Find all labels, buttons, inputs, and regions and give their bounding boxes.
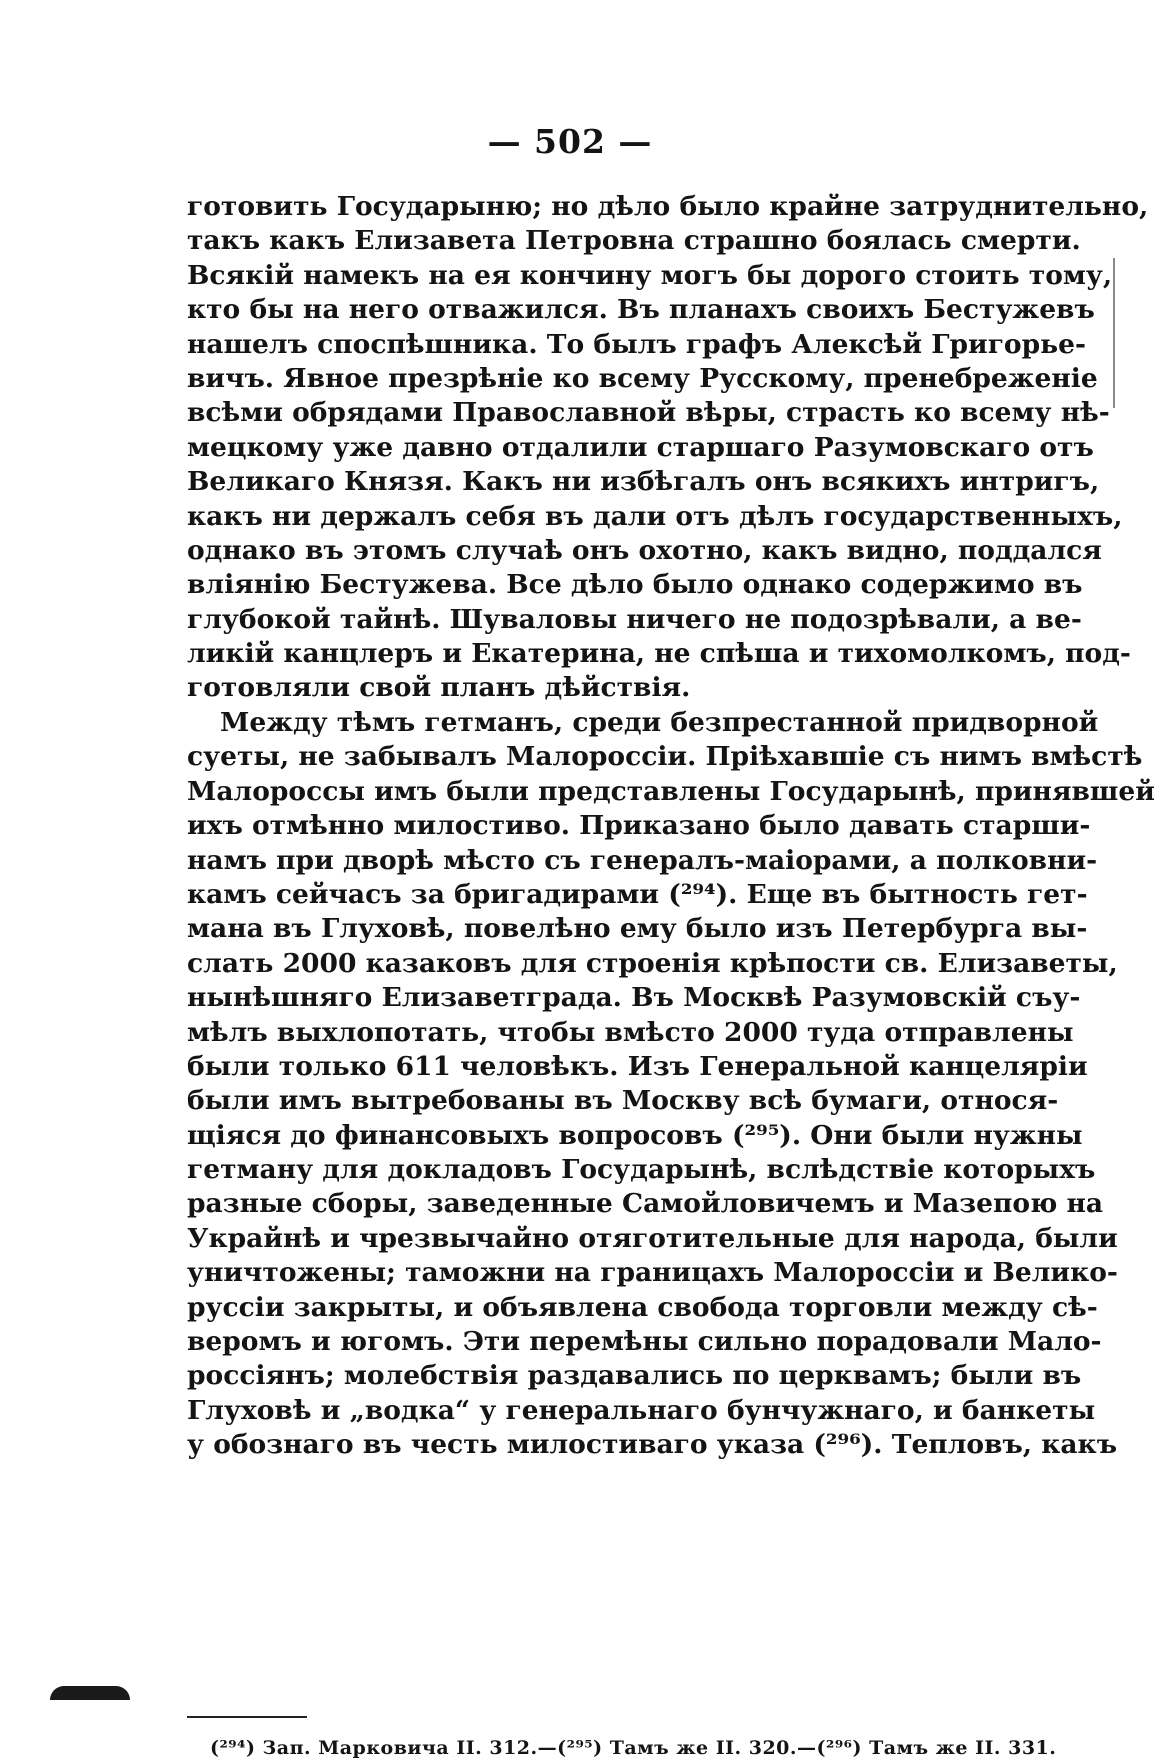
text-line: камъ сейчасъ за бригадирами (²⁹⁴). Еще въ бытность гет- [187,878,1088,910]
footnote-separator [187,1716,307,1718]
edge-mark [50,1686,130,1700]
text-line: мецкому уже давно отдалили старшаго Разумовскаго отъ [187,431,1094,463]
text-line: разные сборы, заведенные Самойловичемъ и Мазепою на [187,1188,1104,1220]
text-line: такъ какъ Елизавета Петровна страшно боялась смерти. [187,225,1081,257]
paragraph-1 [187,190,1149,706]
text-line: однако въ этомъ случаѣ онъ охотно, какъ видно, поддался [187,534,1102,566]
text-line: гетману для докладовъ Государынѣ, вслѣдствіе которыхъ [187,1154,1096,1186]
text-line: веромъ и югомъ. Эти перемѣны сильно порадовали Мало- [187,1326,1102,1358]
text-line: россіянъ; молебствія раздавались по церквамъ; были въ [187,1360,1082,1392]
text-line: уничтожены; таможни на границахъ Малороссіи и Велико- [187,1257,1118,1289]
text-line: щіяся до финансовыхъ вопросовъ (²⁹⁵). Они были нужны [187,1119,1083,1151]
text-line: были имъ вытребованы въ Москву всѣ бумаги, относя- [187,1085,1059,1117]
text-line: мѣлъ выхлопотать, чтобы вмѣсто 2000 туда отправлены [187,1016,1074,1048]
text-line: были только 611 человѣкъ. Изъ Генеральной канцеляріи [187,1050,1088,1082]
text-line: Малороссы имъ были представлены Государынѣ, принявшей [187,775,1155,807]
text-line: ликій канцлеръ и Екатерина, не спѣша и тихомолкомъ, под- [187,638,1131,670]
text-line: Глуховѣ и „водка“ у генеральнаго бунчужнаго, и банкеты [187,1394,1096,1426]
text-line: ихъ отмѣнно милостиво. Приказано было давать старши- [187,810,1091,842]
text-line: слать 2000 казаковъ для строенія крѣпости св. Елизаветы, [187,947,1118,979]
text-line: готовляли свой планъ дѣйствія. [187,672,691,704]
footnotes: (²⁹⁴) Зап. Марковича II. 312.—(²⁹⁵) Тамъ же II. 320.—(²⁹⁶) Тамъ же II. 331. [210,1737,1057,1759]
side-rule [1113,258,1115,408]
text-line: мана въ Глуховѣ, повелѣно ему было изъ Петербурга вы- [187,913,1088,945]
text-line: какъ ни держалъ себя въ дали отъ дѣлъ государственныхъ, [187,500,1123,532]
paragraph-2 [187,706,1155,1463]
text-line: вліянію Бестужева. Все дѣло было однако содержимо въ [187,569,1083,601]
text-line: Украйнѣ и чрезвычайно отяготительные для народа, были [187,1222,1118,1254]
text-line: готовить Государыню; но дѣло было крайне затруднительно, [187,191,1149,222]
text-line: у обознаго въ честь милостиваго указа (²⁹⁶). Тепловъ, какъ [187,1429,1118,1461]
page-number: — 502 — [487,122,653,161]
text-line: вичъ. Явное презрѣніе ко всему Русскому, пренебреженіе [187,362,1098,394]
text-line: нашелъ споспѣшника. То былъ графъ Алексѣй Григорье- [187,328,1086,360]
text-line: Великаго Князя. Какъ ни избѣгалъ онъ всякихъ интригъ, [187,466,1100,498]
text-line: всѣми обрядами Православной вѣры, страсть ко всему нѣ- [187,397,1110,429]
text-line: глубокой тайнѣ. Шуваловы ничего не подозрѣвали, а ве- [187,603,1082,635]
text-line: Всякій намекъ на ея кончину могъ бы дорого стоить тому, [187,259,1113,291]
text-line: суеты, не забывалъ Малороссіи. Пріѣхавшіе съ нимъ вмѣстѣ [187,741,1143,773]
text-line: нынѣшняго Елизаветграда. Въ Москвѣ Разумовскій съу- [187,982,1081,1014]
text-line: руссіи закрыты, и объявлена свобода торговли между сѣ- [187,1291,1098,1323]
text-line: намъ при дворѣ мѣсто съ генералъ-маіорами, а полковни- [187,844,1098,876]
text-line: Между тѣмъ гетманъ, среди безпрестанной придворной [220,707,1099,738]
text-line: кто бы на него отважился. Въ планахъ своихъ Бестужевъ [187,294,1095,326]
